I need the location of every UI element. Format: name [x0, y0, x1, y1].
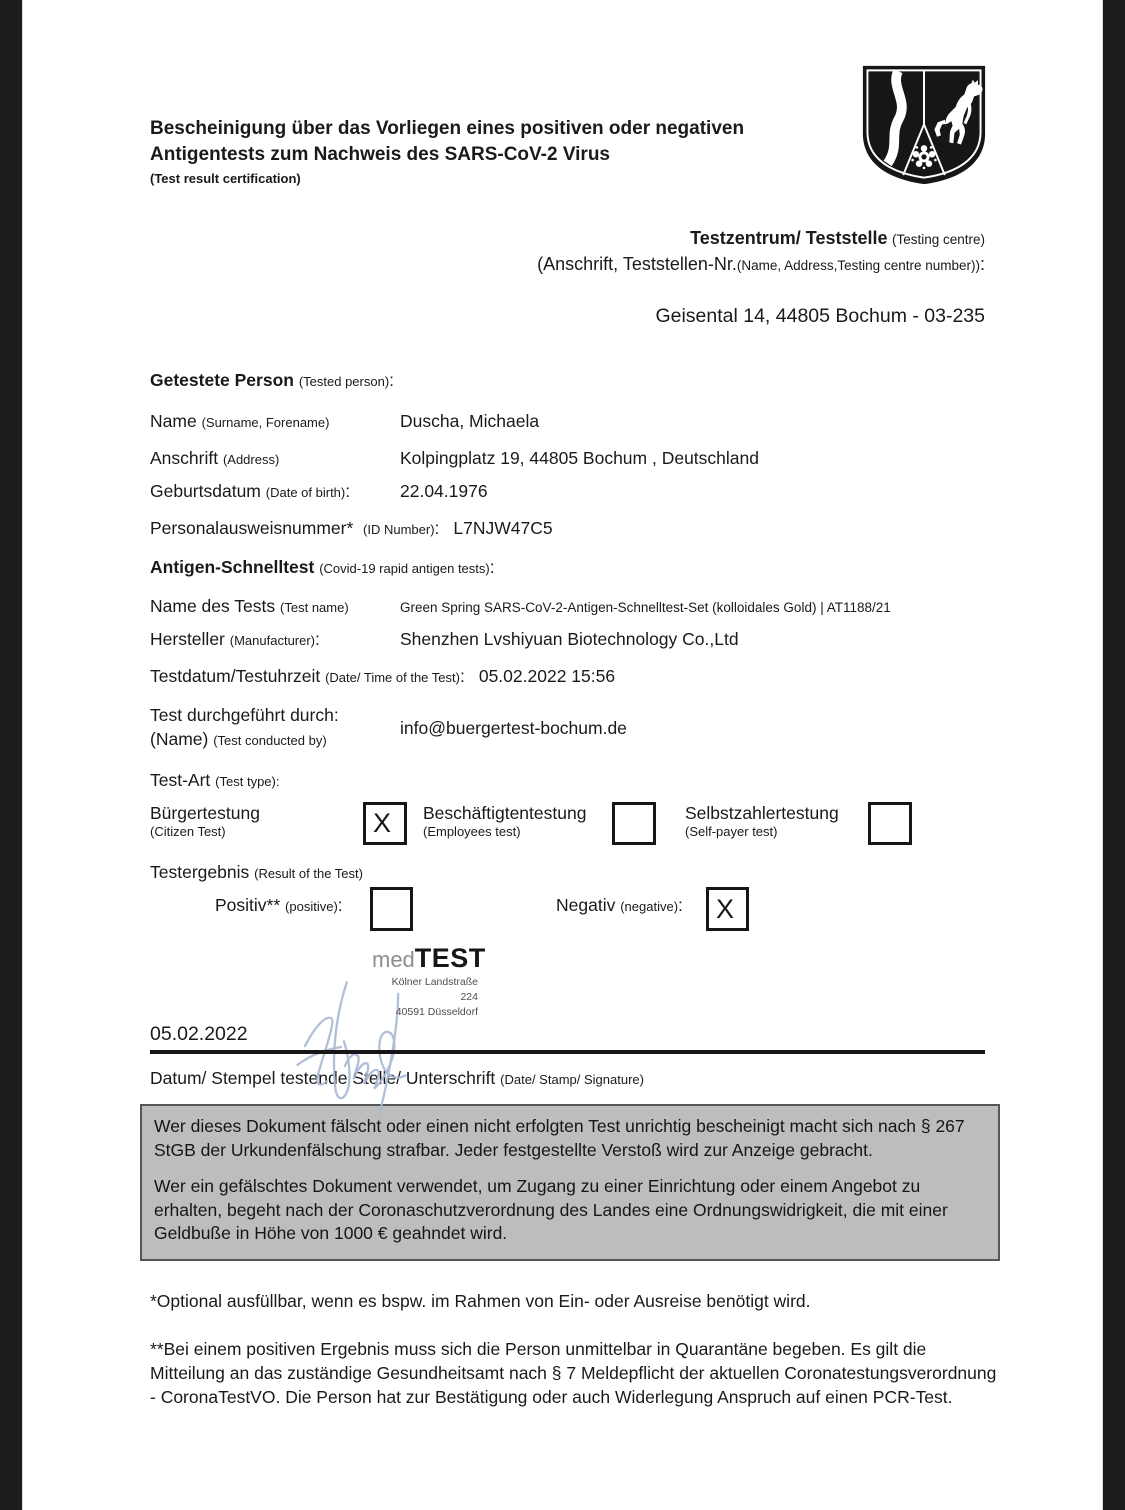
- section-tested-person: [150, 370, 985, 391]
- negative-label: Negativ (negative):: [556, 895, 683, 915]
- birthdate-label: Geburtsdatum (Date of birth):: [150, 481, 351, 501]
- field-row-manufacturer: [150, 629, 985, 650]
- field-row-test-datetime: [150, 666, 985, 687]
- address-label-text: Anschrift: [150, 448, 219, 468]
- nrw-coat-of-arms-icon: [859, 62, 989, 188]
- signature-caption-sub: (Date/ Stamp/ Signature): [500, 1072, 644, 1087]
- test-result-options: [150, 887, 985, 931]
- manufacturer-label: Hersteller (Manufacturer):: [150, 629, 320, 649]
- test-date: 05.02.2022: [150, 1023, 248, 1045]
- field-row-name: [150, 411, 985, 432]
- title-subtitle: (Test result certification): [150, 171, 301, 186]
- checkbox-mark: X: [373, 808, 392, 838]
- test-datetime-value: 05.02.2022 15:56: [478, 666, 616, 686]
- manufacturer-label-sub: (Manufacturer): [229, 633, 316, 648]
- name-value: Duscha, Michaela: [400, 411, 540, 431]
- negative-checkbox[interactable]: [706, 887, 749, 931]
- test-type-heading-sub: (Test type): [215, 774, 276, 789]
- conducted-by-label: [150, 703, 400, 753]
- test-centre-subheading: [150, 252, 985, 278]
- test-name-label: [150, 596, 400, 617]
- address-label-sub: (Address): [222, 452, 280, 467]
- test-centre-stamp: [372, 943, 486, 1020]
- manufacturer-value: Shenzhen Lvshiyuan Biotechnology Co.,Ltd: [400, 629, 739, 649]
- footnote-positive-result: **Bei einem positiven Ergebnis muss sich die Person unmittelbar in Quarantäne begeben. Es gilt die Mitteilung an das zuständige Gesundheitsamt nach § 7 Meldepflicht der aktuellen Coronatestungsverordnung - CoronaTestVO. Die Person hat zur Bestätigung oder auch Widerlegung Anspruch auf einen PCR-Test.: [150, 1338, 997, 1407]
- positive-label: Positiv** (positive):: [215, 895, 343, 915]
- page-edge-left: [22, 0, 23, 1510]
- test-centre-line2: (Anschrift, Teststellen-Nr.: [537, 254, 737, 274]
- stamp-address-line1: Kölner Landstraße 224: [391, 976, 478, 1003]
- test-result-heading: Testergebnis: [150, 862, 250, 882]
- name-label-sub: (Surname, Forename): [201, 415, 330, 430]
- field-row-address: [150, 448, 985, 469]
- field-row-conducted-by: [150, 703, 985, 753]
- birthdate-label-text: Geburtsdatum: [150, 481, 261, 501]
- title-line-1: Bescheinigung über das Vorliegen eines positiven oder negativen: [150, 118, 745, 139]
- positive-checkbox[interactable]: [370, 887, 413, 931]
- tested-person-heading-colon: :: [389, 370, 395, 390]
- signature-caption: Datum/ Stempel testende Stelle/ Unterschrift (Date/ Stamp/ Signature): [150, 1068, 644, 1088]
- medtest-logo: medTEST: [372, 943, 486, 973]
- test-datetime-label-text: Testdatum/Testuhrzeit: [150, 666, 321, 686]
- field-row-birthdate: [150, 481, 985, 502]
- employees-test-checkbox[interactable]: [612, 802, 656, 845]
- conducted-by-value: info@buergertest-bochum.de: [400, 717, 627, 738]
- id-number-label-sub: (ID Number): [363, 522, 435, 537]
- address-value: Kolpingplatz 19, 44805 Bochum , Deutschland: [400, 448, 759, 468]
- self-payer-test-label: Selbstzahlertestung (Self-payer test): [685, 803, 839, 839]
- test-name-label-sub: (Test name): [280, 600, 349, 615]
- test-centre-line2-sub: (Name, Address,Testing centre number)): [736, 258, 980, 273]
- field-row-id-number: [150, 518, 985, 539]
- stamp-address: [372, 975, 478, 1020]
- checkbox-mark: [373, 890, 410, 891]
- checkbox-mark: X: [716, 894, 735, 924]
- test-name-value: Green Spring SARS-CoV-2-Antigen-Schnelltest-Set (kolloidales Gold) | AT1188/21: [400, 600, 891, 615]
- conducted-by-label-sub: (Test conducted by): [213, 733, 327, 748]
- citizen-test-label: Bürgertestung (Citizen Test): [150, 803, 260, 839]
- test-centre-heading-bold: Testzentrum/ Teststelle: [690, 228, 888, 248]
- name-label-text: Name: [150, 411, 197, 431]
- test-centre-heading-sub: (Testing centre): [891, 232, 985, 247]
- test-centre-address: Geisental 14, 44805 Bochum - 03-235: [655, 305, 985, 327]
- address-label: [150, 448, 400, 469]
- screen-frame-right: [1103, 0, 1125, 1510]
- birthdate-value: 22.04.1976: [400, 481, 488, 501]
- footnote-optional: *Optional ausfüllbar, wenn es bspw. im Rahmen von Ein- oder Ausreise benötigt wird.: [150, 1290, 811, 1311]
- birthdate-label-sub: (Date of birth): [265, 485, 346, 500]
- checkbox-mark: [615, 805, 653, 806]
- test-datetime-label-sub: (Date/ Time of the Test): [325, 670, 460, 685]
- manufacturer-label-text: Hersteller: [150, 629, 225, 649]
- test-type-heading: Test-Art: [150, 770, 211, 790]
- tested-person-heading-sub: (Tested person): [298, 374, 390, 389]
- test-result-heading-sub: (Result of the Test): [254, 866, 363, 881]
- section-test-result: [150, 862, 985, 883]
- field-row-test-name: [150, 596, 985, 617]
- signature-line: [150, 1050, 985, 1054]
- test-centre-line2-colon: :: [979, 254, 985, 274]
- legal-warning-paragraph-2: Wer ein gefälschtes Dokument verwendet, um Zugang zu einer Einrichtung oder einem Angebot zu erhalten, begeht nach der Coronaschutzverordnung des Landes eine Ordnungswidrigkeit, die mit einer Geldbuße in Höhe von 1000 € geahndet wird.: [154, 1176, 948, 1243]
- legal-warning-paragraph-1: Wer dieses Dokument fälscht oder einen nicht erfolgten Test unrichtig bescheinigt macht sich nach § 267 StGB der Urkundenfälschung strafbar. Jeder festgestellte Verstoß wird zur Anzeige gebracht.: [154, 1116, 965, 1160]
- employees-test-label: Beschäftigtentestung (Employees test): [423, 803, 587, 839]
- screen-frame-left: [0, 0, 22, 1510]
- test-type-options: [150, 802, 985, 845]
- antigen-heading: Antigen-Schnelltest: [150, 557, 315, 577]
- self-payer-test-checkbox[interactable]: [868, 802, 912, 845]
- id-number-label: Personalausweisnummer* (ID Number):: [150, 518, 440, 538]
- test-centre-block: [150, 226, 985, 278]
- tested-person-heading: Getestete Person: [150, 370, 294, 390]
- citizen-test-checkbox[interactable]: [363, 802, 407, 845]
- test-centre-heading: [150, 226, 985, 252]
- test-name-label-text: Name des Tests: [150, 596, 276, 616]
- test-datetime-label: Testdatum/Testuhrzeit (Date/ Time of the Test):: [150, 666, 465, 686]
- section-antigen-test: Antigen-Schnelltest (Covid-19 rapid antigen tests):: [150, 557, 495, 577]
- conducted-by-label-line2: (Name) (Test conducted by): [150, 729, 327, 749]
- id-number-label-text: Personalausweisnummer*: [150, 518, 354, 538]
- stamp-address-line2: 40591 Düsseldorf: [395, 1006, 478, 1018]
- id-number-value: L7NJW47C5: [453, 518, 553, 538]
- antigen-heading-sub: (Covid-19 rapid antigen tests): [319, 561, 490, 576]
- section-test-type: Test-Art (Test type):: [150, 770, 280, 790]
- checkbox-mark: [871, 805, 909, 806]
- conducted-by-label-line1: Test durchgeführt durch:: [150, 705, 339, 725]
- name-label: [150, 411, 400, 432]
- title-line-2: Antigentests zum Nachweis des SARS-CoV-2 Virus: [150, 144, 610, 165]
- legal-warning-box: [140, 1104, 1000, 1261]
